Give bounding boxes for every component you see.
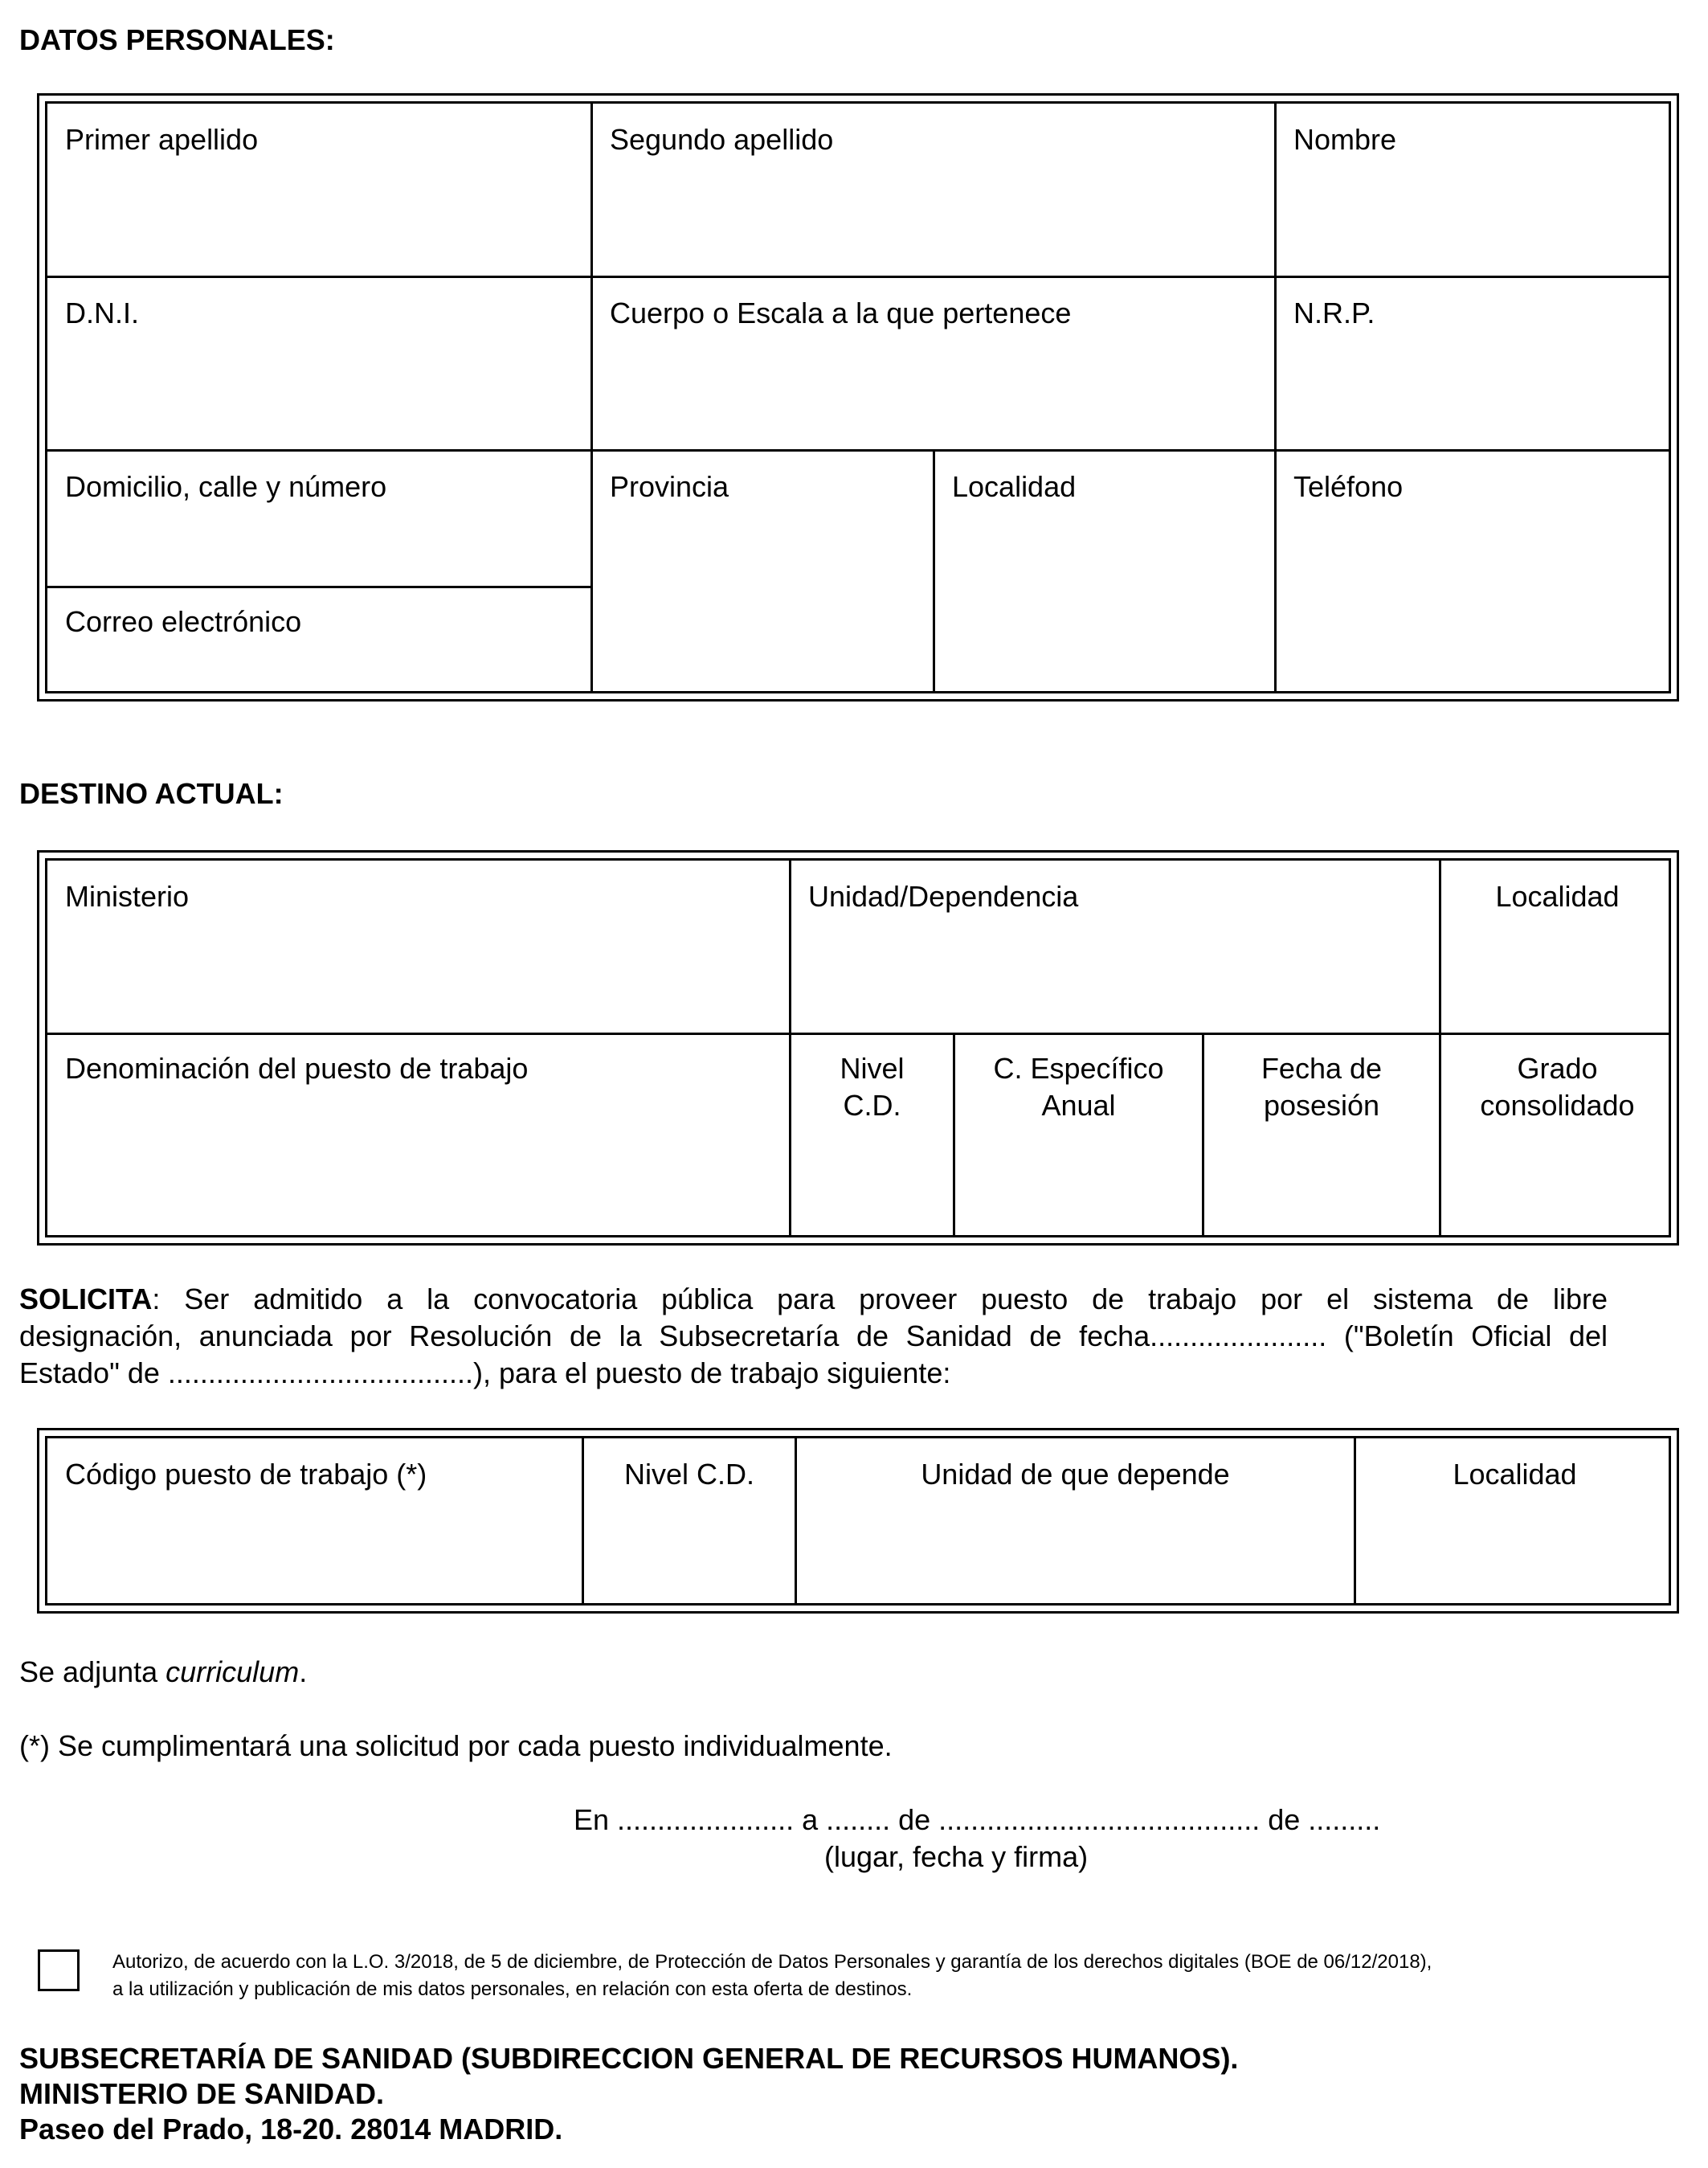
solicita-line-2: designación, anunciada por Resolución de la Subsecretaría de Sanidad de fecha...................... ("Boletín Oficial del	[19, 1319, 1608, 1352]
section-heading-destino: DESTINO ACTUAL:	[19, 777, 284, 810]
nivel-cd-label-line2: C.D.	[843, 1089, 901, 1122]
footer-line-2: MINISTERIO DE SANIDAD.	[19, 2077, 385, 2110]
segundo-apellido-field[interactable]: Segundo apellido	[610, 123, 834, 156]
adjunta-curriculum	[19, 1654, 307, 1691]
personal-data-table-inner	[45, 101, 1671, 693]
row-divider	[47, 1033, 1669, 1035]
autorizo-line-1: Autorizo, de acuerdo con la L.O. 3/2018, de 5 de diciembre, de Protección de Datos Personales y garantía de los derechos digitales (BOE de 06/12/2018),	[112, 1951, 1432, 1973]
especifico-label-line2: Anual	[1041, 1089, 1116, 1122]
nivel-cd-field[interactable]	[791, 1050, 953, 1124]
solicita-paragraph	[19, 1281, 1608, 1392]
primer-apellido-field[interactable]: Primer apellido	[65, 123, 259, 156]
footer-line-3: Paseo del Prado, 18-20. 28014 MADRID.	[19, 2113, 563, 2146]
nrp-field[interactable]: N.R.P.	[1293, 297, 1375, 329]
ministerio-field[interactable]: Ministerio	[65, 880, 190, 913]
destino-localidad-field[interactable]: Localidad	[1495, 880, 1620, 913]
firma-caption: (lugar, fecha y firma)	[824, 1840, 1089, 1873]
fecha-label-line2: posesión	[1263, 1089, 1380, 1122]
fecha-posesion-field[interactable]	[1204, 1050, 1439, 1124]
col-divider	[1274, 104, 1277, 691]
telefono-field[interactable]: Teléfono	[1293, 470, 1404, 503]
complemento-especifico-field[interactable]	[955, 1050, 1202, 1124]
correo-field[interactable]: Correo electrónico	[65, 605, 302, 638]
grado-label-line1: Grado	[1517, 1052, 1598, 1085]
unidad-dependencia-field[interactable]: Unidad/Dependencia	[808, 880, 1079, 913]
destino-actual-table	[37, 850, 1679, 1246]
section-heading-personal: DATOS PERSONALES:	[19, 23, 335, 56]
col-divider	[590, 104, 593, 691]
autorizo-text	[112, 1949, 1432, 2003]
codigo-puesto-field[interactable]: Código puesto de trabajo (*)	[65, 1458, 427, 1491]
col-divider	[933, 449, 935, 691]
col-divider	[789, 861, 791, 1235]
autorizo-checkbox[interactable]	[38, 1949, 80, 1991]
denominacion-puesto-field[interactable]: Denominación del puesto de trabajo	[65, 1052, 529, 1085]
puesto-localidad-field[interactable]: Localidad	[1453, 1458, 1577, 1491]
nota-asterisco: (*) Se cumplimentará una solicitud por cada puesto individualmente.	[19, 1729, 893, 1762]
personal-data-table	[37, 93, 1679, 702]
localidad-field[interactable]: Localidad	[952, 470, 1077, 503]
cuerpo-escala-field[interactable]: Cuerpo o Escala a la que pertenece	[610, 297, 1072, 329]
row-divider	[47, 586, 592, 588]
footer-line-1: SUBSECRETARÍA DE SANIDAD (SUBDIRECCION GENERAL DE RECURSOS HUMANOS).	[19, 2042, 1239, 2075]
fecha-label-line1: Fecha de	[1261, 1052, 1383, 1085]
domicilio-field[interactable]: Domicilio, calle y número	[65, 470, 387, 503]
nivel-cd-label-line1: Nivel	[840, 1052, 905, 1085]
puesto-solicitado-table	[37, 1428, 1679, 1614]
destino-actual-table-inner	[45, 858, 1671, 1237]
solicita-text-1: : Ser admitido a la convocatoria pública para proveer puesto de trabajo por el sistema de libre	[152, 1282, 1608, 1315]
adjunta-suffix: .	[299, 1655, 308, 1688]
solicita-line-3: Estado" de ......................................), para el puesto de trabajo siguiente:	[19, 1356, 951, 1389]
row-divider	[47, 276, 1669, 278]
footer-address	[19, 2041, 1238, 2147]
grado-consolidado-field[interactable]	[1441, 1050, 1673, 1124]
row-divider	[47, 449, 1669, 452]
firma-line[interactable]: En ...................... a ........ de ........................................ de .........	[574, 1803, 1381, 1836]
unidad-depende-field[interactable]: Unidad de que depende	[921, 1458, 1230, 1491]
provincia-field[interactable]: Provincia	[610, 470, 729, 503]
puesto-solicitado-table-inner	[45, 1436, 1671, 1606]
adjunta-prefix: Se adjunta	[19, 1655, 166, 1688]
col-divider	[1439, 861, 1441, 1235]
nombre-field[interactable]: Nombre	[1293, 123, 1397, 156]
solicita-label: SOLICITA	[19, 1282, 153, 1315]
grado-label-line2: consolidado	[1480, 1089, 1635, 1122]
dni-field[interactable]: D.N.I.	[65, 297, 140, 329]
puesto-nivel-cd-field[interactable]: Nivel C.D.	[623, 1458, 755, 1491]
autorizo-line-2: a la utilización y publicación de mis datos personales, en relación con esta oferta de destinos.	[112, 1978, 913, 2000]
solicita-line-1	[19, 1281, 1608, 1318]
adjunta-italic: curriculum	[165, 1655, 300, 1688]
especifico-label-line1: C. Específico	[993, 1052, 1164, 1085]
